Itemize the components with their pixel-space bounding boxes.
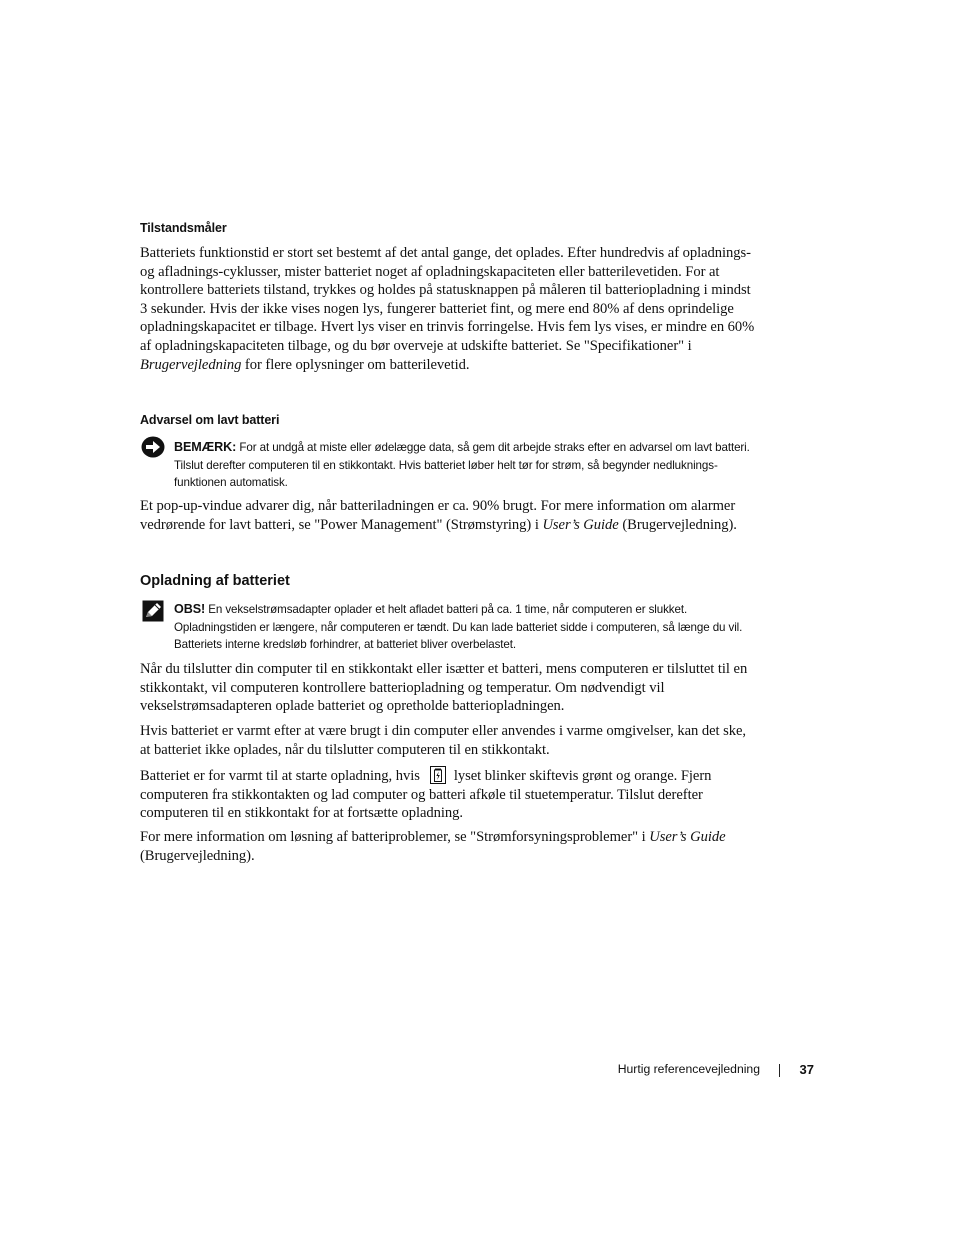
italic-reference: User’s Guide bbox=[542, 516, 619, 533]
paragraph-charging-2: Hvis batteriet er varmt efter at være brugt i din computer eller anvendes i varme omgivelser, kan det ske, at batteriet ikke oplades, når du tilslutter computeren til en stikkontakt. bbox=[140, 723, 747, 758]
footer-title: Hurtig referencevejledning bbox=[617, 1062, 760, 1076]
italic-reference: Brugervejledning bbox=[140, 356, 242, 373]
text-run: Et pop-up-vindue advarer dig, når batteriladningen er ca. 90% brugt. For mere information om alarmer vedrørende for lavt batteri, se "Power Management" (Strømstyring) i bbox=[140, 498, 736, 533]
note-pencil-icon bbox=[142, 600, 166, 622]
notice-label: BEMÆRK: bbox=[174, 440, 237, 454]
page-number: 37 bbox=[799, 1062, 814, 1077]
notice-arrow-icon bbox=[141, 436, 165, 458]
paragraph-low-battery bbox=[140, 497, 758, 534]
note-obs bbox=[174, 601, 758, 654]
notice-body: For at undgå at miste eller ødelægge data, så gem dit arbejde straks efter en advarsel om lavt batteri. Tilslut derefter computeren til en stikkontakt. Hvis batteriet løber helt tør for strøm, så begynder nedluknings- funktionen automatisk. bbox=[174, 441, 750, 490]
note-body: En vekselstrømsadapter oplader et helt afladet batteri på ca. 1 time, når computeren er slukket. Opladningstiden er længere, når computeren er tændt. Du kan lade batteriet sidde i computeren, så længe du vil. Batteriets interne kredsløb forhindrer, at batteriet bliver overbelastet. bbox=[174, 603, 743, 652]
text-run: for flere oplysninger om batterilevetid. bbox=[241, 356, 470, 373]
note-label: OBS! bbox=[174, 602, 206, 616]
text-run: (Brugervejledning). bbox=[618, 516, 737, 533]
heading-tilstandsmaaler: Tilstandsmåler bbox=[140, 221, 227, 235]
text-run: (Brugervejledning). bbox=[140, 847, 255, 864]
paragraph-charging-4 bbox=[140, 828, 758, 865]
footer-separator bbox=[779, 1064, 780, 1077]
notice-bemaerk bbox=[174, 439, 758, 492]
text-run: For mere information om løsning af batteriproblemer, se "Strømforsyningsproblemer" i bbox=[140, 829, 650, 845]
italic-reference: User’s Guide bbox=[649, 829, 726, 845]
heading-opladning: Opladning af batteriet bbox=[140, 573, 290, 589]
text-run: Batteriets funktionstid er stort set bestemt af det antal gange, det oplades. Efter hundredvis af opladnings- og afladnings-cyklusser, mister batteriet noget af opladningskapaciteten eller batterilevetiden. For at kontrollere batteriets tilstand, trykkes og holdes på statusknappen på måleren til batteriopladning i mindst 3 sekunder. Hvis der ikke vises nogen lys, fungerer batteriet fint, og mere end 80% af dens oprindelige opladningskapacitet er tilbage. Hvert lys viser en trinvis forringelse. Hvis fem lys vises, er mindre en 60% af opladningskapaciteten tilbage, og du bør overveje at udskifte batteriet. Se "Specifikationer" i bbox=[140, 245, 755, 354]
paragraph-battery-health bbox=[140, 244, 758, 374]
heading-advarsel: Advarsel om lavt batteri bbox=[140, 413, 280, 427]
paragraph-charging-3 bbox=[140, 766, 758, 823]
battery-status-icon bbox=[428, 766, 448, 784]
text-run: Batteriet er for varmt til at starte opladning, hvis bbox=[140, 768, 420, 784]
page-footer bbox=[560, 1062, 814, 1080]
text-run: lyset blinker skiftevis grønt og orange. Fjern computeren fra stikkontakten og lad computer og batteri afkøle til stuetemperatur. Tilslut derefter computeren til en stikkontakt for at fortsætte opladning. bbox=[140, 768, 712, 822]
paragraph-charging-1: Når du tilslutter din computer til en stikkontakt eller isætter et batteri, mens computeren er tilsluttet til en stikkontakt, vil computeren kontrollere batteriopladning og temperatur. Om nødvendigt vil vekselstrømsadapteren oplade batteriet og opretholde batteriopladningen. bbox=[140, 661, 748, 715]
